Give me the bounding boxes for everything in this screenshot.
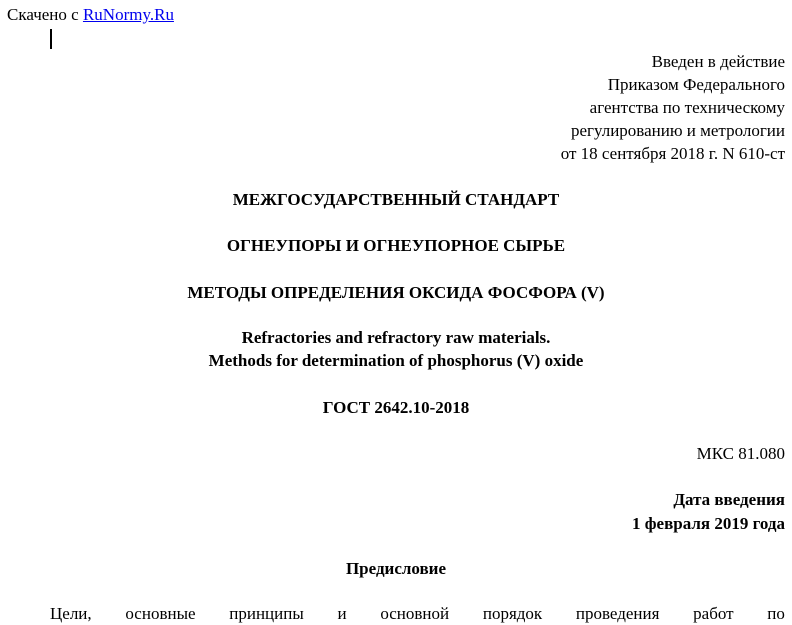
english-title <box>0 326 792 372</box>
approval-line: от 18 сентября 2018 г. N 610-ст <box>560 144 785 163</box>
preface-heading: Предисловие <box>345 559 447 578</box>
preface-paragraph-line <box>50 602 785 625</box>
intro-date-value: 1 февраля 2019 года <box>632 514 785 533</box>
paragraph-word: и <box>337 604 347 623</box>
paragraph-word: Цели, <box>50 604 92 623</box>
source-line <box>7 4 174 26</box>
approval-line: Приказом Федерального <box>607 75 785 94</box>
paragraph-word: по <box>767 604 785 623</box>
english-title-line: Methods for determination of phosphorus (V) oxide <box>208 351 584 370</box>
paragraph-word: работ <box>693 604 734 623</box>
standard-type-title: МЕЖГОСУДАРСТВЕННЫЙ СТАНДАРТ <box>232 190 560 209</box>
mks-code: МКС 81.080 <box>696 444 785 463</box>
approval-line: регулированию и метрологии <box>570 121 785 140</box>
standard-subject-title: ОГНЕУПОРЫ И ОГНЕУПОРНОЕ СЫРЬЕ <box>226 236 566 255</box>
intro-date-label: Дата введения <box>673 490 785 509</box>
approval-block <box>425 50 785 165</box>
gost-number: ГОСТ 2642.10-2018 <box>322 398 470 417</box>
english-title-line: Refractories and refractory raw materials. <box>241 328 551 347</box>
approval-line: Введен в действие <box>651 52 785 71</box>
source-prefix: Скачено с <box>7 5 79 24</box>
intro-date-block <box>632 488 785 536</box>
runormy-link[interactable]: RuNormy.Ru <box>82 5 174 24</box>
text-cursor <box>50 29 52 49</box>
standard-method-title: МЕТОДЫ ОПРЕДЕЛЕНИЯ ОКСИДА ФОСФОРА (V) <box>187 283 605 302</box>
paragraph-word: порядок <box>482 604 543 623</box>
paragraph-word: основные <box>125 604 196 623</box>
paragraph-word: принципы <box>229 604 304 623</box>
paragraph-word: проведения <box>575 604 660 623</box>
paragraph-word: основной <box>380 604 450 623</box>
approval-line: агентства по техническому <box>589 98 785 117</box>
